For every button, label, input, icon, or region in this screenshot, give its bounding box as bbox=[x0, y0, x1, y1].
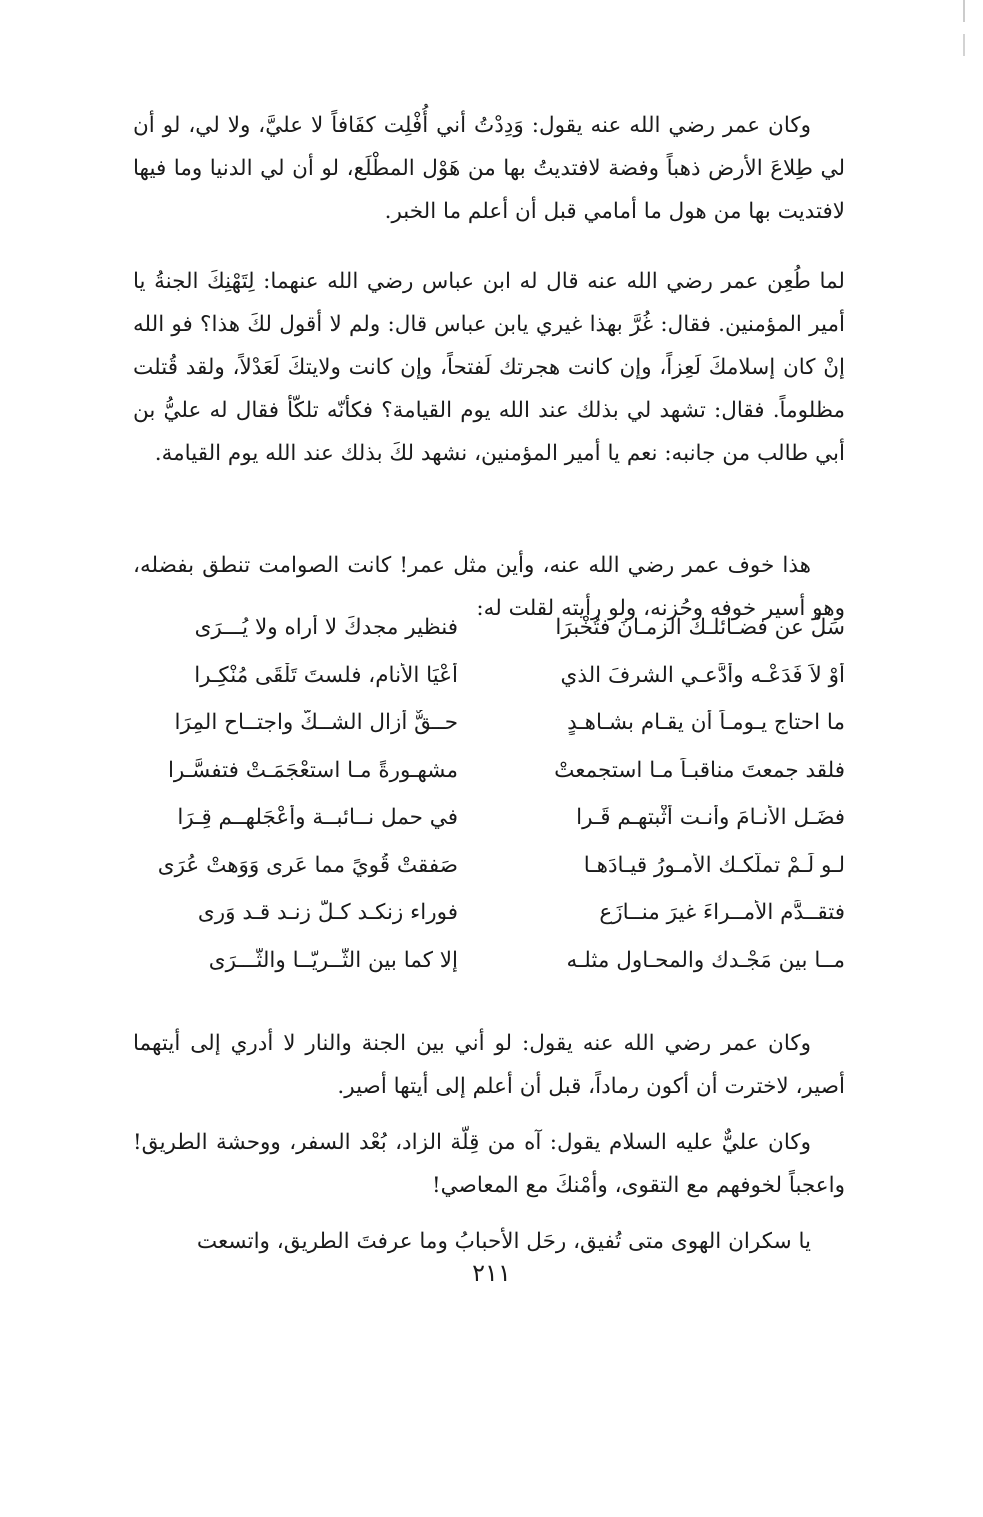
poem-verse bbox=[133, 699, 845, 747]
poem-verse bbox=[133, 794, 845, 842]
verse-first-hemistich: أوْ لاَ فَدَعْـه وأدَّعـي الشرفَ الذي bbox=[560, 662, 845, 688]
verse-second-hemistich: صَفقتْ قُويً مما عَرى وَوَهتْ عُرَى bbox=[157, 852, 458, 878]
poem-verse bbox=[133, 937, 845, 985]
verse-second-hemistich: مشهـورةً مـا استعْجَمَـتْ فتفسَّـرا bbox=[167, 757, 458, 783]
paragraph-ali-saying: وكان عليٌّ عليه السلام يقول: آه من قِلّة الزاد، بُعْد السفر، ووحشة الطريق! واعجباً لخوفهم مع التقوى، وأمْنكَ مع المعاصي! bbox=[133, 1129, 845, 1198]
verse-first-hemistich: فلقد جمعتَ مناقبـاً مـا استجمعتْ bbox=[554, 757, 845, 783]
verse-second-hemistich: حــقٌّ أزال الشــكَّ واجتــاح المِرَا bbox=[174, 710, 458, 736]
poem-verse bbox=[133, 842, 845, 890]
verse-first-hemistich: سَلْ عن فضـائلـك الزمـانَ فتُخْبرَا bbox=[555, 615, 845, 641]
poem-verse bbox=[133, 604, 845, 652]
poem-verse bbox=[133, 747, 845, 795]
verse-first-hemistich: ما احتاج يـومـاً أن يقـام بشـاهـدٍ bbox=[567, 710, 845, 736]
verse-second-hemistich: في حمل نــائبــة وأعْجَلهــم قِـرَا bbox=[177, 805, 458, 831]
verse-first-hemistich: فضَـل الأنـامَ وأنـت أثْبتهـم قَـرا bbox=[576, 805, 845, 831]
paragraph-umar-stabbed: لما طُعِن عمر رضي الله عنه قال له ابن عباس رضي الله عنهما: لِتَهْنِكَ الجنةُ يا أمير المؤمنين. فقال: غُرَّ بهذا غيري يابن عباس قال: ولم لا أقول لكَ هذا؟ فو الله إنْ كان إسلامكَ لَعِزاً، وإن كانت هجرتك لَفتحاً، وإن كانت ولايتكَ لَعَدْلاً، ولقد قُتلت مظلوماً. فقال: تشهد لي بذلك عند الله يوم القيامة؟ فكأنّه تلكّأ فقال له عليُّ بن أبي طالب من جانبه: نعم يا أمير المؤمنين، نشهد لكَ بذلك عند الله يوم القيامة. bbox=[133, 268, 845, 466]
poem-verse bbox=[133, 652, 845, 700]
page-edge-mark bbox=[963, 0, 965, 1517]
verse-second-hemistich: فنظير مجدكَ لا أراه ولا يُـــرَى bbox=[194, 615, 458, 641]
paragraph-drunk-with-desire: يا سكران الهوى متى تُفيق، رحَل الأحبابُ وما عرفتَ الطريق، واتسعت bbox=[196, 1228, 811, 1254]
paragraph-umar-ashes: وكان عمر رضي الله عنه يقول: لو أني بين الجنة والنار لا أدري إلى أيتهما أصير، لاخترت أن أكون رماداً، قبل أن أعلم إلى أيتها أصير. bbox=[133, 1030, 845, 1099]
verse-first-hemistich: لـو لَـمْ تملّكـك الأمـورُ قيـادَهـا bbox=[583, 852, 845, 878]
poem bbox=[133, 604, 845, 984]
verse-first-hemistich: فتقــدَّم الأمــراءَ غيرَ منــازَعٍ bbox=[599, 900, 845, 926]
page-number: ٢١١ bbox=[472, 1259, 511, 1287]
paragraph-umar-wish: وكان عمر رضي الله عنه يقول: وَدِدْتُ أني أُفْلِت كفَافاً لا عليَّ، ولا لي، لو أن لي طِلاعَ الأرض ذهباً وفضة لافتديتُ بها من هَوْل المطْلَع، لو أن لي الدنيا وما فيها لافتديت بها من هول ما أمامي قبل أن أعلم ما الخبر. bbox=[133, 112, 845, 224]
verse-second-hemistich: أعْيَا الأنام، فلستَ تَلْقَى مُنْكِـرا bbox=[194, 662, 458, 688]
poem-verse bbox=[133, 889, 845, 937]
verse-first-hemistich: مــا بين مَجْـدك والمحـاول مثلـه bbox=[566, 947, 845, 973]
verse-second-hemistich: فوراء زنكـد كـلُّ زنـد قـد وَرى bbox=[197, 900, 458, 926]
paragraph-umar-fear: هذا خوف عمر رضي الله عنه، وأين مثل عمر! كانت الصوامت تنطق بفضله، وهو أسير خوفه وحُزنه، ولو رأيته لقلت له: bbox=[133, 552, 845, 621]
verse-second-hemistich: إلا كما بين الثُّــريّــا والثَّـــرَى bbox=[208, 947, 458, 973]
